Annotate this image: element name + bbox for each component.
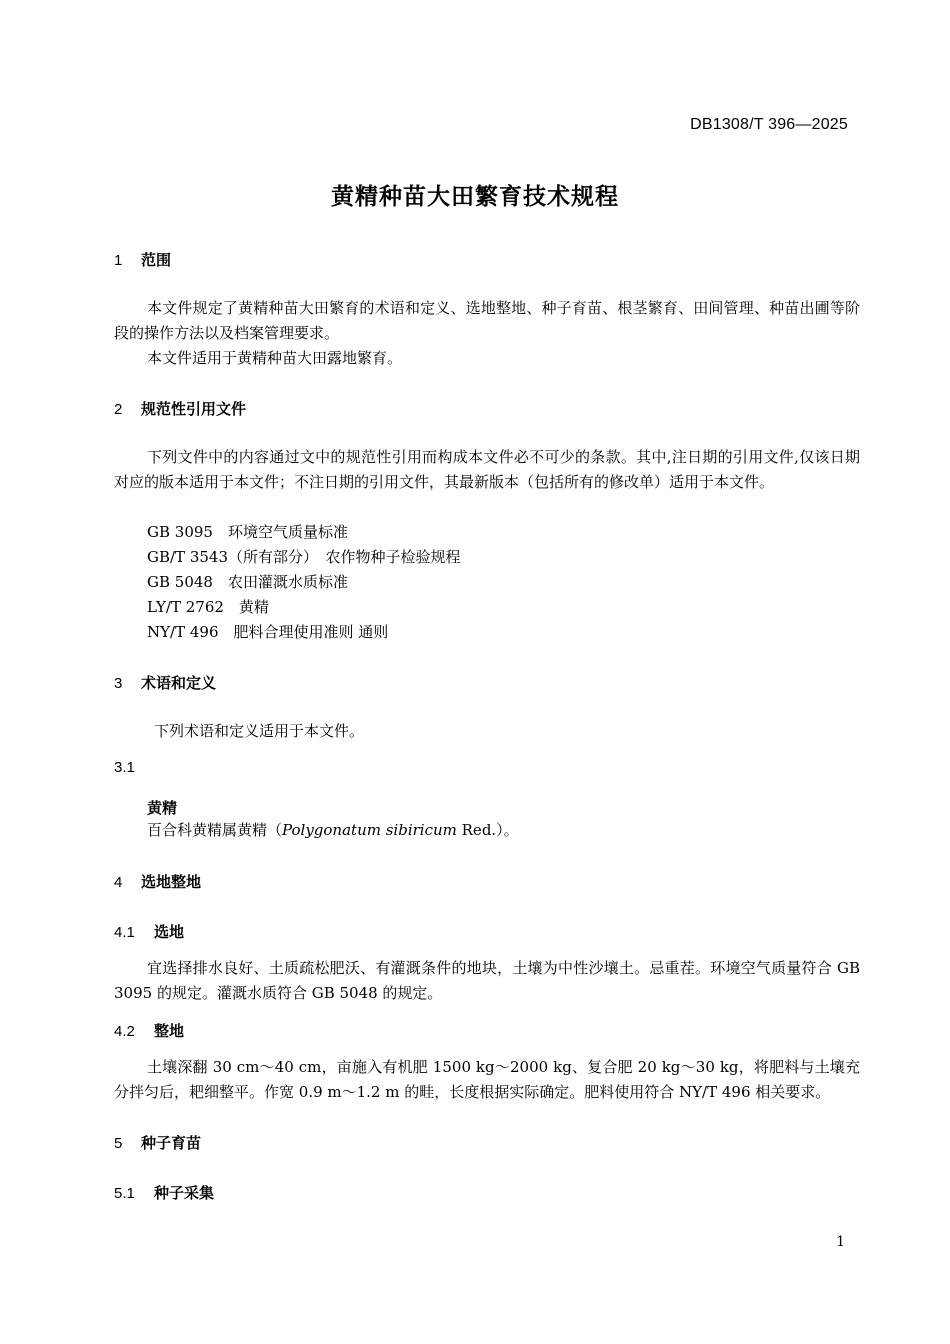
latin-name: Polygonatum sibiricum [282, 821, 457, 839]
section-1-heading [114, 249, 171, 270]
section-3-heading [114, 672, 216, 693]
section-number: 2 [114, 401, 123, 418]
section-title: 范围 [141, 252, 172, 269]
document-title: 黄精种苗大田繁育技术规程 [331, 183, 619, 209]
reference-item: GB/T 3543（所有部分） 农作物种子检验规程 [147, 548, 461, 566]
section-number: 1 [114, 252, 123, 269]
subsection-number: 4.2 [114, 1023, 135, 1040]
section-2-heading [114, 398, 246, 419]
reference-item: GB 3095 环境空气质量标准 [147, 523, 348, 541]
section-3-paragraph-1: 下列术语和定义适用于本文件。 [154, 722, 365, 740]
subsection-title: 种子采集 [154, 1185, 215, 1202]
section-4-heading [114, 871, 201, 892]
section-number: 3 [114, 675, 123, 692]
subsection-4-1-heading [114, 921, 184, 942]
section-5-heading [114, 1132, 201, 1153]
reference-item: NY/T 496 肥料合理使用准则 通则 [147, 623, 389, 641]
subsection-4-2-paragraph: 土壤深翻 30 cm～40 cm，亩施入有机肥 1500 kg～2000 kg、复合肥 20 kg～30 kg，将肥料与土壤充分拌匀后，耙细整平。作宽 0.9 m～1.2 m 的畦，长度根据实际确定。肥料使用符合 NY/T 496 相关要求。 [114, 1058, 860, 1101]
section-title: 规范性引用文件 [141, 401, 247, 418]
term-number: 3.1 [114, 759, 135, 776]
section-1-paragraph-1: 本文件规定了黄精种苗大田繁育的术语和定义、选地整地、种子育苗、根茎繁育、田间管理、种苗出圃等阶段的操作方法以及档案管理要求。 [114, 299, 860, 342]
definition-text: 百合科黄精属黄精（ [147, 821, 283, 839]
section-2-paragraph-1: 下列文件中的内容通过文中的规范性引用而构成本文件必不可少的条款。其中,注日期的引用文件,仅该日期对应的版本适用于本文件；不注日期的引用文件，其最新版本（包括所有的修改单）适用于本文件。 [114, 448, 860, 491]
page-number: 1 [836, 1234, 845, 1250]
section-title: 种子育苗 [141, 1135, 202, 1152]
section-title: 选地整地 [141, 874, 202, 891]
reference-item: LY/T 2762 黄精 [147, 598, 269, 616]
definition-text-end: Red.）。 [456, 821, 519, 839]
subsection-4-2-heading [114, 1020, 184, 1041]
section-number: 5 [114, 1135, 123, 1152]
subsection-number: 5.1 [114, 1185, 135, 1202]
section-1-paragraph-2: 本文件适用于黄精种苗大田露地繁育。 [147, 349, 403, 367]
term-definition [147, 818, 519, 843]
subsection-4-1-paragraph: 宜选择排水良好、土质疏松肥沃、有灌溉条件的地块，土壤为中性沙壤土。忌重茬。环境空气质量符合 GB 3095 的规定。灌溉水质符合 GB 5048 的规定。 [114, 959, 860, 1002]
standard-code: DB1308/T 396—2025 [690, 116, 848, 133]
section-title: 术语和定义 [141, 675, 217, 692]
term-title: 黄精 [147, 800, 178, 817]
section-number: 4 [114, 874, 123, 891]
subsection-title: 整地 [154, 1023, 185, 1040]
reference-item: GB 5048 农田灌溉水质标准 [147, 573, 348, 591]
subsection-5-1-heading [114, 1182, 214, 1203]
subsection-title: 选地 [154, 924, 185, 941]
subsection-number: 4.1 [114, 924, 135, 941]
